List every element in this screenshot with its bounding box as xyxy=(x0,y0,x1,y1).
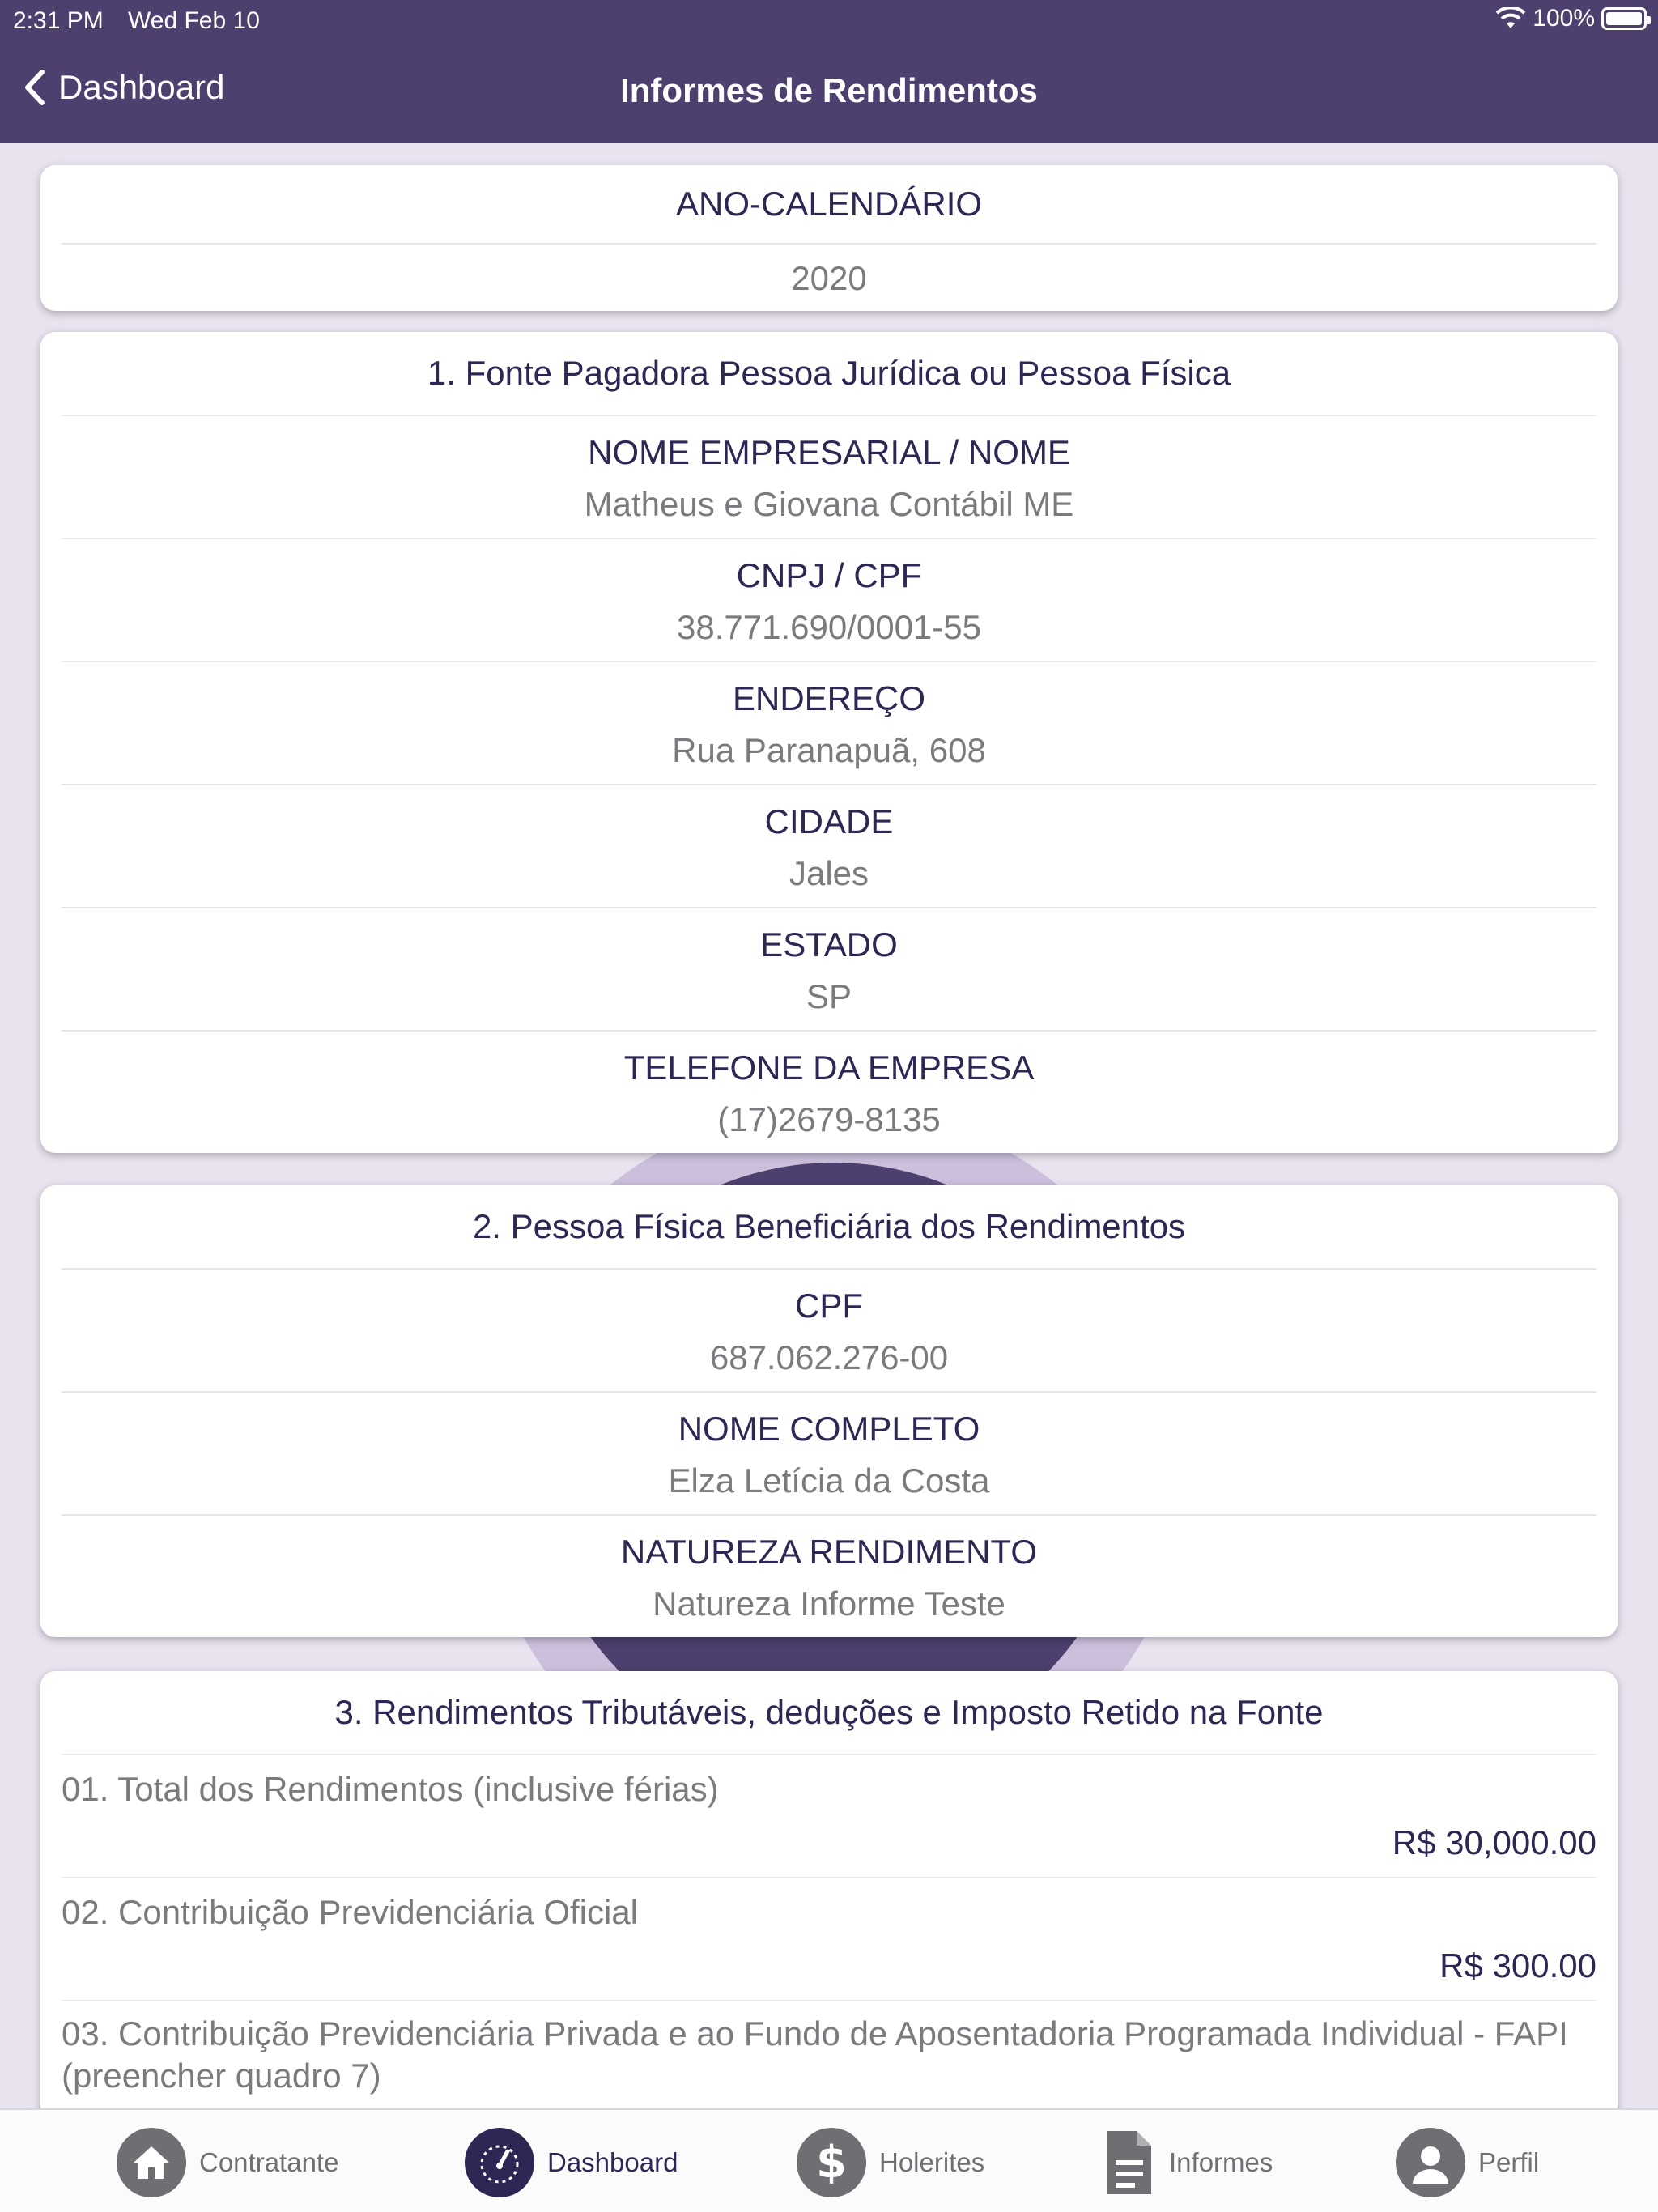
svg-text:$: $ xyxy=(816,2138,847,2187)
field-label: ESTADO xyxy=(760,925,898,963)
field-cidade xyxy=(62,784,1596,907)
tab-informes[interactable] xyxy=(1103,2128,1273,2197)
field-value: (17)2679-8135 xyxy=(717,1100,941,1138)
ano-calendario-label: ANO-CALENDÁRIO xyxy=(675,185,983,223)
scroll-content[interactable] xyxy=(0,143,1658,2108)
tab-label: Informes xyxy=(1169,2147,1273,2177)
item-label: 01. Total dos Rendimentos (inclusive férias) xyxy=(62,1770,719,1808)
section-title: 2. Pessoa Física Beneficiária dos Rendimentos xyxy=(472,1207,1186,1245)
field-endereco xyxy=(62,661,1596,784)
field-value: Natureza Informe Teste xyxy=(653,1585,1005,1623)
status-right xyxy=(1495,5,1647,32)
item-contribuicao-oficial xyxy=(62,1877,1596,2000)
field-nome-completo xyxy=(62,1391,1596,1514)
field-value: 38.771.690/0001-55 xyxy=(676,608,981,646)
field-label: NATUREZA RENDIMENTO xyxy=(620,1533,1038,1571)
field-telefone xyxy=(62,1030,1596,1153)
field-estado xyxy=(62,907,1596,1030)
tab-holerites[interactable] xyxy=(797,2128,984,2197)
field-label: ENDEREÇO xyxy=(732,679,926,717)
ano-calendario-card xyxy=(40,165,1618,311)
tab-perfil[interactable] xyxy=(1396,2128,1539,2197)
battery-percent: 100% xyxy=(1533,5,1595,32)
field-cnpj-cpf xyxy=(62,538,1596,661)
tab-label: Dashboard xyxy=(547,2147,678,2177)
item-amount: R$ 30,000.00 xyxy=(1392,1823,1596,1861)
document-icon xyxy=(1103,2128,1156,2197)
field-cpf xyxy=(62,1268,1596,1391)
field-label: NOME COMPLETO xyxy=(678,1410,980,1448)
field-label: CNPJ / CPF xyxy=(736,556,922,594)
field-value: Matheus e Giovana Contábil ME xyxy=(584,485,1074,523)
status-date: Wed Feb 10 xyxy=(128,7,260,34)
section-title: 1. Fonte Pagadora Pessoa Jurídica ou Pessoa Física xyxy=(427,354,1231,392)
field-value: SP xyxy=(806,977,852,1015)
status-time: 2:31 PM xyxy=(13,7,104,34)
item-amount: R$ 300.00 xyxy=(1439,1946,1596,1984)
field-natureza xyxy=(62,1514,1596,1637)
field-value: Rua Paranapuã, 608 xyxy=(672,731,986,769)
tab-bar xyxy=(0,2108,1658,2212)
tab-contratante[interactable] xyxy=(117,2128,338,2197)
page-title: Informes de Rendimentos xyxy=(620,71,1038,109)
tab-label: Perfil xyxy=(1478,2147,1540,2177)
item-total-rendimentos xyxy=(62,1754,1596,1877)
tab-dashboard[interactable] xyxy=(465,2128,678,2197)
field-label: NOME EMPRESARIAL / NOME xyxy=(588,433,1070,471)
rendimentos-card xyxy=(40,1671,1618,2108)
section-title: 3. Rendimentos Tributáveis, deduções e Imposto Retido na Fonte xyxy=(334,1693,1324,1731)
top-header xyxy=(0,0,1658,143)
back-label: Dashboard xyxy=(58,68,225,106)
user-icon xyxy=(1396,2128,1465,2197)
item-label: 02. Contribuição Previdenciária Oficial xyxy=(62,1893,639,1931)
field-label: TELEFONE DA EMPRESA xyxy=(623,1049,1035,1087)
dashboard-gauge-icon xyxy=(465,2128,534,2197)
fonte-pagadora-card xyxy=(40,332,1618,1153)
tab-label: Contratante xyxy=(199,2147,339,2177)
field-label: CPF xyxy=(795,1287,863,1325)
field-value: Elza Letícia da Costa xyxy=(668,1461,990,1499)
battery-icon xyxy=(1601,7,1647,30)
wifi-icon xyxy=(1495,7,1526,30)
tab-label: Holerites xyxy=(879,2147,985,2177)
field-value: 687.062.276-00 xyxy=(709,1338,949,1376)
field-nome-empresarial xyxy=(62,415,1596,538)
item-label: 03. Contribuição Previdenciária Privada e ao Fundo de Aposentadoria Programada Individual - FAPI (preencher quadro 7) xyxy=(62,2014,1568,2095)
field-value: Jales xyxy=(789,854,869,892)
ano-calendario-value: 2020 xyxy=(62,243,1596,311)
home-icon xyxy=(117,2128,186,2197)
status-bar xyxy=(0,0,1658,42)
item-contribuicao-privada xyxy=(62,2000,1596,2108)
dollar-icon xyxy=(797,2128,866,2197)
field-label: CIDADE xyxy=(764,802,894,840)
beneficiaria-card xyxy=(40,1185,1618,1637)
